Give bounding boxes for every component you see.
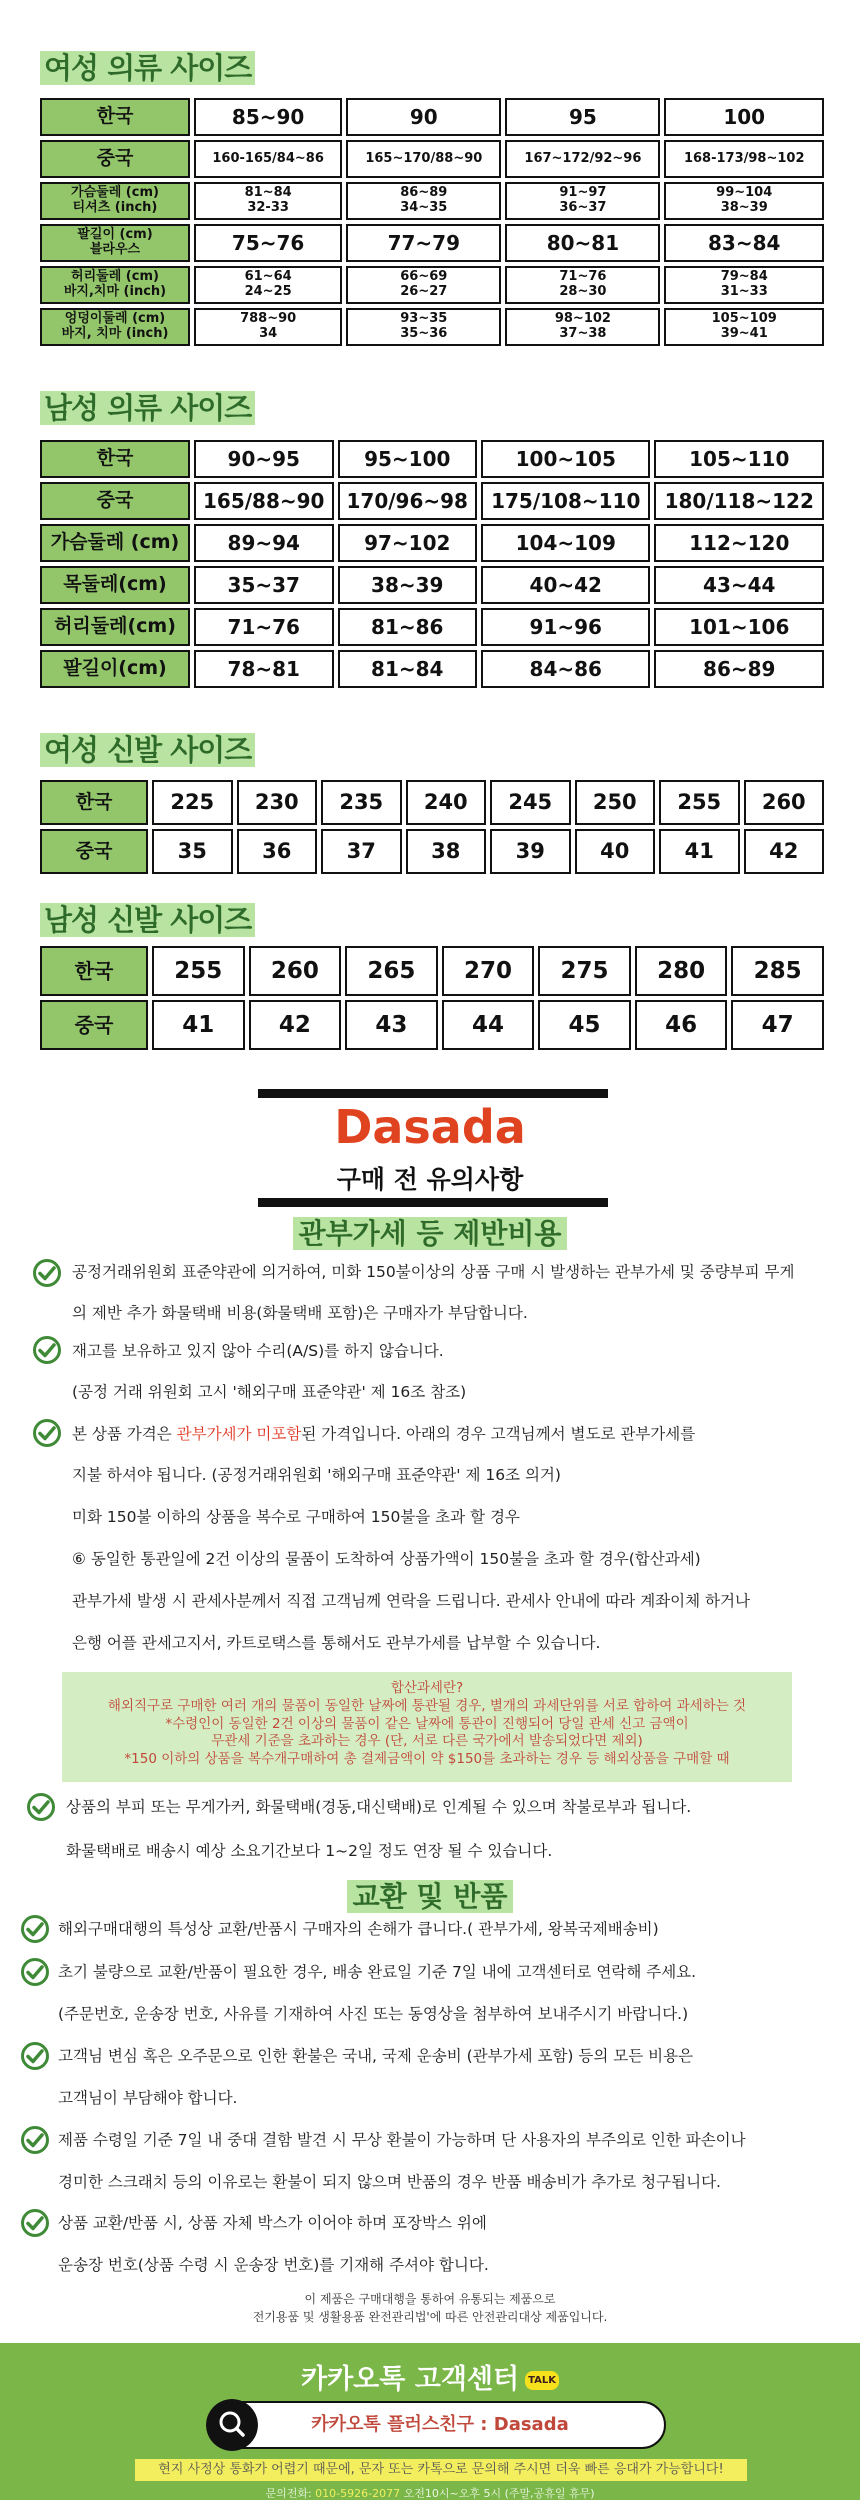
table-cell: 260 [744, 780, 825, 825]
table-cell: 280 [635, 946, 728, 996]
table-cell: 100 [664, 98, 824, 136]
row-label: 중국 [40, 829, 148, 874]
table-row [40, 482, 824, 520]
table-cell: 38~39 [338, 566, 478, 604]
customs-line-7: 미화 150불 이하의 상품을 복수로 구매하여 150불을 초과 할 경우 [72, 1508, 520, 1526]
row-label: 엉덩이둘레 (cm) 바지, 치마 (inch) [40, 308, 190, 346]
customs-line-1: 공정거래위원회 표준약관에 의거하여, 미화 150불이상의 상품 구매 시 발생하는 관부가세 및 중량부피 무게 [72, 1263, 795, 1281]
search-icon [206, 2399, 258, 2451]
table-cell: 95~100 [338, 440, 478, 478]
customs-line-5: 본 상품 가격은 관부가세가 미포함된 가격입니다. 아래의 경우 고객님께서 별도로 관부가세를 [72, 1425, 696, 1443]
contact-note: 현지 사정상 통화가 어렵기 때문에, 문자 또는 카톡으로 문의해 주시면 더욱 빠른 응대가 가능합니다! [135, 2459, 747, 2481]
table-cell: 99~104 38~39 [664, 182, 824, 220]
check-icon [20, 2041, 50, 2071]
table-cell: 250 [575, 780, 656, 825]
table-row [40, 98, 824, 136]
table-cell: 788~90 34 [194, 308, 342, 346]
table-cell: 79~84 31~33 [664, 266, 824, 304]
table-cell: 160-165/84~86 [194, 140, 342, 178]
table-cell: 80~81 [505, 224, 660, 262]
combined-tax-heading: 합산과세란? [390, 1680, 464, 1696]
row-label: 중국 [40, 482, 190, 520]
women-clothing-title: 여성 의류 사이즈 [40, 46, 255, 87]
women-shoes-table [36, 776, 828, 878]
table-cell: 71~76 [194, 608, 334, 646]
table-cell: 85~90 [194, 98, 342, 136]
men-shoes-table [36, 942, 828, 1054]
row-label: 한국 [40, 946, 148, 996]
table-cell: 47 [731, 1000, 824, 1050]
table-cell: 86~89 34~35 [346, 182, 501, 220]
check-icon [20, 2125, 50, 2155]
table-cell: 230 [237, 780, 318, 825]
table-cell: 240 [406, 780, 487, 825]
row-label: 가슴둘레 (cm) [40, 524, 190, 562]
table-cell: 104~109 [481, 524, 650, 562]
table-cell: 78~81 [194, 650, 334, 688]
table-cell: 105~110 [654, 440, 824, 478]
table-cell: 40~42 [481, 566, 650, 604]
freight-line-1: 상품의 부피 또는 무게가커, 화물택배(경동,대신택배)로 인계될 수 있으며 착불로부과 됩니다. [66, 1798, 692, 1816]
table-cell: 38 [406, 829, 487, 874]
women-shoes-title: 여성 신발 사이즈 [40, 728, 255, 769]
table-cell: 45 [538, 1000, 631, 1050]
customs-line-9: 관부가세 발생 시 관세사분께서 직접 고객님께 연락을 드립니다. 관세사 안내에 따라 계좌이체 하거나 [72, 1592, 750, 1610]
table-cell: 43~44 [654, 566, 824, 604]
exchange-line-3: (주문번호, 운송장 번호, 사유를 기재하여 사진 또는 동영상을 첨부하여 보내주시기 바랍니다.) [58, 2005, 689, 2023]
table-cell: 46 [635, 1000, 728, 1050]
kakao-plusfriend-search[interactable] [210, 2401, 666, 2449]
exchange-line-5: 고객님이 부담해야 합니다. [58, 2089, 238, 2107]
table-cell: 235 [321, 780, 402, 825]
safety-notice [0, 2290, 860, 2326]
table-cell: 245 [490, 780, 571, 825]
table-cell: 285 [731, 946, 824, 996]
row-label: 팔길이(cm) [40, 650, 190, 688]
phone-number[interactable]: 010-5926-2077 [315, 2487, 401, 2500]
table-row [40, 946, 824, 996]
table-cell: 168-173/98~102 [664, 140, 824, 178]
table-cell: 66~69 26~27 [346, 266, 501, 304]
row-label: 허리둘레 (cm) 바지,치마 (inch) [40, 266, 190, 304]
table-cell: 180/118~122 [654, 482, 824, 520]
table-cell: 41 [659, 829, 740, 874]
men-shoes-title: 남성 신발 사이즈 [40, 898, 255, 939]
table-cell: 97~102 [338, 524, 478, 562]
check-icon [32, 1335, 62, 1365]
table-cell: 225 [152, 780, 233, 825]
table-row [40, 780, 824, 825]
table-row [40, 266, 824, 304]
kakao-footer [0, 2343, 860, 2500]
exchange-line-9: 운송장 번호(상품 수령 시 운송장 번호)를 기재해 주셔야 합니다. [58, 2256, 489, 2274]
table-cell: 61~64 24~25 [194, 266, 342, 304]
table-cell: 105~109 39~41 [664, 308, 824, 346]
table-cell: 84~86 [481, 650, 650, 688]
check-icon [20, 2208, 50, 2238]
exchange-title: 교환 및 반품 [0, 1875, 860, 1915]
check-icon [32, 1258, 62, 1288]
table-cell: 39 [490, 829, 571, 874]
brand-name: Dasada [334, 1100, 526, 1154]
table-cell: 42 [744, 829, 825, 874]
table-cell: 89~94 [194, 524, 334, 562]
row-label: 허리둘레(cm) [40, 608, 190, 646]
safety-notice-line: 이 제품은 구매대행을 통하여 유통되는 제품으로 [304, 2292, 556, 2306]
customs-line-6: 지불 하셔야 됩니다. (공정거래위원회 '해외구매 표준약관' 제 16조 의거) [72, 1466, 561, 1484]
table-cell: 86~89 [654, 650, 824, 688]
table-cell: 100~105 [481, 440, 650, 478]
row-label: 중국 [40, 140, 190, 178]
customs-line-4: (공정 거래 위원회 고시 '해외구매 표준약관' 제 16조 참조) [72, 1383, 467, 1401]
combined-tax-line: 무관세 기준을 초과하는 경우 (단, 서로 다른 국가에서 발송되었다면 제외) [211, 1733, 643, 1750]
table-cell: 95 [505, 98, 660, 136]
table-row [40, 829, 824, 874]
table-cell: 91~97 36~37 [505, 182, 660, 220]
men-clothing-title: 남성 의류 사이즈 [40, 386, 255, 427]
table-cell: 36 [237, 829, 318, 874]
combined-tax-line: *150 이하의 상품을 복수개구매하여 총 결제금액이 약 $150를 초과하는 경우 등 해외상품을 구매할 때 [124, 1751, 730, 1768]
men-clothing-table [36, 436, 828, 692]
exchange-line-8: 상품 교환/반품 시, 상품 자체 박스가 이어야 하며 포장박스 위에 [58, 2214, 487, 2232]
check-icon [20, 1914, 50, 1944]
table-cell: 167~172/92~96 [505, 140, 660, 178]
combined-tax-line: *수령인이 동일한 2건 이상의 물품이 같은 날짜에 통관이 진행되어 당일 관세 신고 금액이 [165, 1715, 689, 1732]
table-cell: 91~96 [481, 608, 650, 646]
kakao-plusfriend-label: 카카오톡 플러스친구 : Dasada [311, 2414, 569, 2435]
table-cell: 93~35 35~36 [346, 308, 501, 346]
table-cell: 98~102 37~38 [505, 308, 660, 346]
table-row [40, 308, 824, 346]
row-label: 목둘레(cm) [40, 566, 190, 604]
table-row [40, 608, 824, 646]
combined-tax-line: 해외직구로 구매한 여러 개의 물품이 동일한 날짜에 통관될 경우, 별개의 과세단위를 서로 합하여 과세하는 것 [107, 1697, 747, 1714]
customs-line-10: 은행 어플 관세고지서, 카트로택스를 통해서도 관부가세를 납부할 수 있습니다. [72, 1634, 601, 1652]
table-row [40, 224, 824, 262]
table-cell: 175/108~110 [481, 482, 650, 520]
table-cell: 44 [442, 1000, 535, 1050]
table-row [40, 1000, 824, 1050]
table-cell: 83~84 [664, 224, 824, 262]
table-cell: 40 [575, 829, 656, 874]
customs-line-8: ⑥ 동일한 통관일에 2건 이상의 물품이 도착하여 상품가액이 150불을 초과 할 경우(합산과세) [72, 1550, 701, 1568]
table-row [40, 140, 824, 178]
table-cell: 170/96~98 [338, 482, 478, 520]
exchange-line-2: 초기 불량으로 교환/반품이 필요한 경우, 배송 완료일 기준 7일 내에 고객센터로 연락해 주세요. [58, 1963, 697, 1981]
table-cell: 35~37 [194, 566, 334, 604]
table-cell: 43 [345, 1000, 438, 1050]
row-label: 한국 [40, 780, 148, 825]
brand-bottom-bar [258, 1198, 608, 1207]
table-row [40, 440, 824, 478]
table-cell: 37 [321, 829, 402, 874]
customs-title: 관부가세 등 제반비용 [0, 1212, 860, 1252]
table-cell: 81~86 [338, 608, 478, 646]
exchange-line-4: 고객님 변심 혹은 오주문으로 인한 환불은 국내, 국제 운송비 (관부가세 포함) 등의 모든 비용은 [58, 2047, 694, 2065]
table-cell: 90~95 [194, 440, 334, 478]
freight-line-2: 화물택배로 배송시 예상 소요기간보다 1~2일 정도 연장 될 수 있습니다. [66, 1842, 553, 1860]
table-cell: 275 [538, 946, 631, 996]
women-clothing-table [36, 94, 828, 350]
row-label: 가슴둘레 (cm) 티셔츠 (inch) [40, 182, 190, 220]
table-row [40, 566, 824, 604]
row-label: 한국 [40, 98, 190, 136]
safety-notice-line: 전기용품 및 생활용품 완전관리법'에 따른 안전관리대상 제품입니다. [252, 2310, 608, 2324]
table-cell: 165/88~90 [194, 482, 334, 520]
table-cell: 77~79 [346, 224, 501, 262]
brand-subtitle: 구매 전 유의사항 [336, 1165, 524, 1194]
table-cell: 90 [346, 98, 501, 136]
check-icon [26, 1792, 56, 1822]
contact-line: 문의전화: 010-5926-2077 오전10시~오후 5시 (주말,공휴일 휴무) [265, 2487, 595, 2500]
exchange-line-7: 경미한 스크래치 등의 이유로는 환불이 되지 않으며 반품의 경우 반품 배송비가 추가로 청구됩니다. [58, 2173, 721, 2191]
table-cell: 75~76 [194, 224, 342, 262]
exchange-line-1: 해외구매대행의 특성상 교환/반품시 구매자의 손해가 큽니다.( 관부가세, 왕복국제배송비) [58, 1920, 659, 1938]
table-cell: 71~76 28~30 [505, 266, 660, 304]
row-label: 중국 [40, 1000, 148, 1050]
table-cell: 41 [152, 1000, 245, 1050]
customs-highlight: 관부가세가 미포함 [176, 1425, 302, 1443]
table-cell: 255 [659, 780, 740, 825]
exchange-line-6: 제품 수령일 기준 7일 내 중대 결함 발견 시 무상 환불이 가능하며 단 사용자의 부주의로 인한 파손이나 [58, 2131, 746, 2149]
combined-tax-info-box [62, 1672, 792, 1782]
row-label: 팔길이 (cm) 블라우스 [40, 224, 190, 262]
customs-line-2: 의 제반 추가 화물택배 비용(화물택배 포함)은 구매자가 부담합니다. [72, 1304, 528, 1322]
table-cell: 270 [442, 946, 535, 996]
table-row [40, 650, 824, 688]
table-cell: 81~84 [338, 650, 478, 688]
table-row [40, 524, 824, 562]
table-cell: 260 [249, 946, 342, 996]
table-cell: 265 [345, 946, 438, 996]
customs-line-3: 재고를 보유하고 있지 않아 수리(A/S)를 하지 않습니다. [72, 1342, 444, 1360]
row-label: 한국 [40, 440, 190, 478]
table-cell: 35 [152, 829, 233, 874]
table-row [40, 182, 824, 220]
check-icon [20, 1957, 50, 1987]
footer-title: 카카오톡 고객센터 TALK [0, 2357, 860, 2396]
table-cell: 42 [249, 1000, 342, 1050]
table-cell: 81~84 32-33 [194, 182, 342, 220]
brand-top-bar [258, 1089, 608, 1098]
check-icon [32, 1418, 62, 1448]
kakao-talk-icon: TALK [525, 2371, 559, 2390]
table-cell: 112~120 [654, 524, 824, 562]
table-cell: 101~106 [654, 608, 824, 646]
table-cell: 165~170/88~90 [346, 140, 501, 178]
table-cell: 255 [152, 946, 245, 996]
